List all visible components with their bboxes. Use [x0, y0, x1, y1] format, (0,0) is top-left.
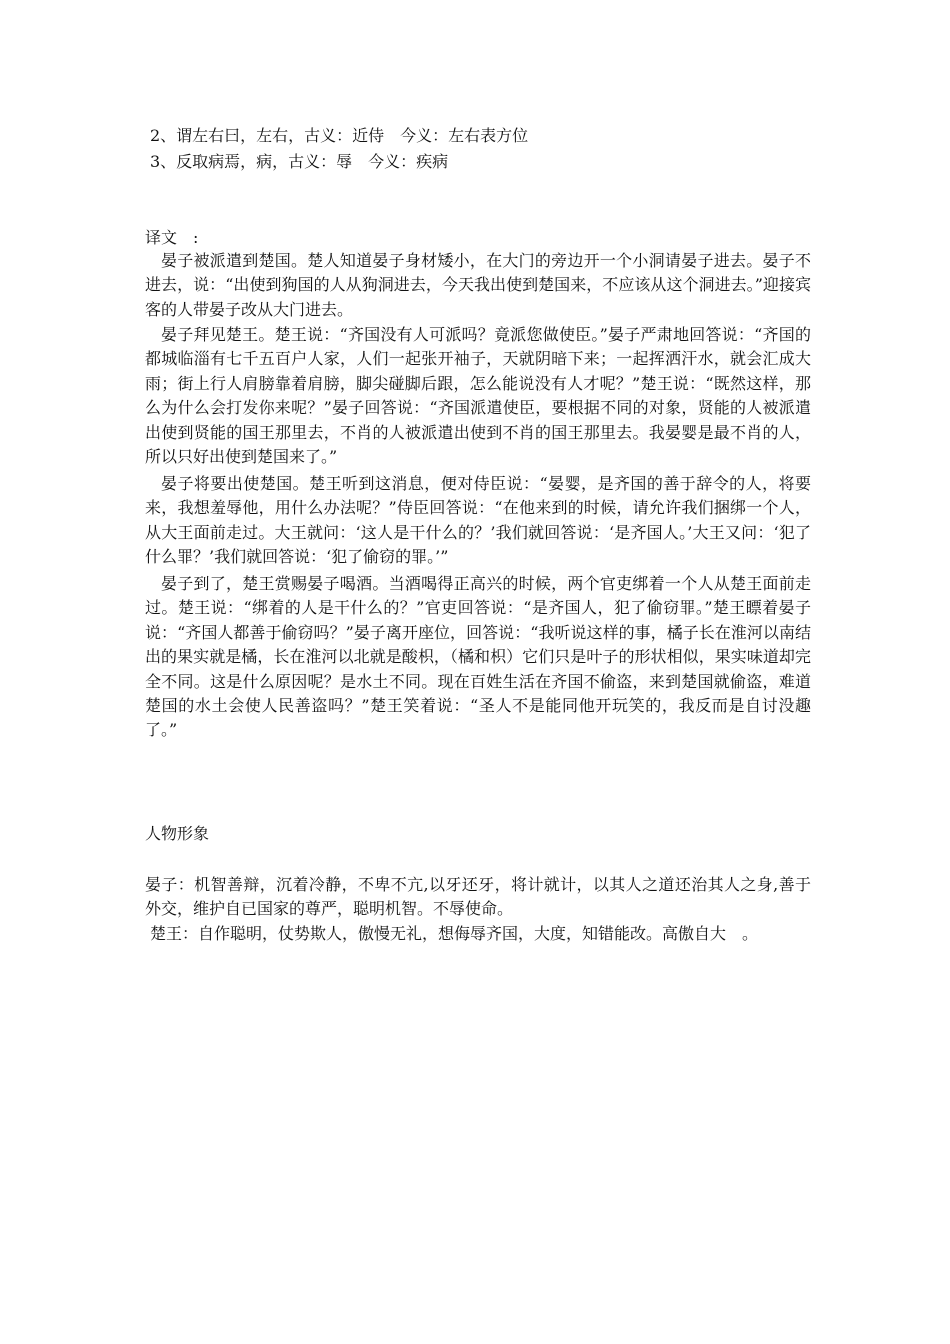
- vocab-note-2: 2、谓左右曰，左右，古义：近侍 今义：左右表方位: [150, 126, 529, 145]
- translation-heading: 译文 :: [145, 228, 199, 247]
- translation-paragraph-4: 晏子到了，楚王赏赐晏子喝酒。当酒喝得正高兴的时候，两个官吏绑着一个人从楚王面前走过。楚王说：“绑着的人是干什么的？”官吏回答说：“是齐国人，犯了偷窃罪。”楚王瞟着晏子说：“齐国人都善于偷窃吗？”晏子离开座位，回答说：“我听说这样的事，橘子长在淮河以南结出的果实就是橘，长在淮河以北就是酸枳，（橘和枳）它们只是叶子的形状相似，果实味道却完全不同。这是什么原因呢？是水土不同。现在百姓生活在齐国不偷盗，来到楚国就偷盗，难道楚国的水土会使人民善盗吗？”楚王笑着说：“圣人不是能同他开玩笑的，我反而是自讨没趣了。”: [145, 574, 811, 740]
- vocab-note-3: 3、反取病焉，病，古义：辱 今义：疾病: [150, 152, 449, 171]
- translation-paragraph-3: 晏子将要出使楚国。楚王听到这消息，便对侍臣说：“晏婴，是齐国的善于辞令的人，将要来，我想羞辱他，用什么办法呢？”侍臣回答说：“在他来到的时候，请允许我们捆绑一个人，从大王面前走过。大王就问：‘这人是干什么的？’我们就回答说：‘是齐国人。’大王又问：‘犯了什么罪？’我们就回答说：‘犯了偷窃的罪。’”: [145, 474, 811, 567]
- characters-heading: 人物形象: [145, 824, 210, 843]
- character-chuwang: 楚王：自作聪明，仗势欺人，傲慢无礼，想侮辱齐国，大度，知错能改。高傲自大 。: [150, 924, 759, 943]
- character-yanzi: 晏子：机智善辩，沉着冷静，不卑不亢,以牙还牙，将计就计，以其人之道还治其人之身,善于外交，维护自已国家的尊严，聪明机智。不辱使命。: [145, 875, 811, 919]
- translation-paragraph-2: 晏子拜见楚王。楚王说：“齐国没有人可派吗？竟派您做使臣。”晏子严肃地回答说：“齐国的都城临淄有七千五百户人家，人们一起张开袖子，天就阴暗下来；一起挥洒汗水，就会汇成大雨；街上行人肩膀靠着肩膀，脚尖碰脚后跟，怎么能说没有人才呢？”楚王说：“既然这样，那么为什么会打发你来呢？”晏子回答说：“齐国派遣使臣，要根据不同的对象，贤能的人被派遣出使到贤能的国王那里去，不肖的人被派遣出使到不肖的国王那里去。我晏婴是最不肖的人，所以只好出使到楚国来了。”: [145, 325, 811, 467]
- translation-paragraph-1: 晏子被派遣到楚国。楚人知道晏子身材矮小，在大门的旁边开一个小洞请晏子进去。晏子不进去，说：“出使到狗国的人从狗洞进去，今天我出使到楚国来，不应该从这个洞进去。”迎接宾客的人带晏子改从大门进去。: [145, 251, 811, 319]
